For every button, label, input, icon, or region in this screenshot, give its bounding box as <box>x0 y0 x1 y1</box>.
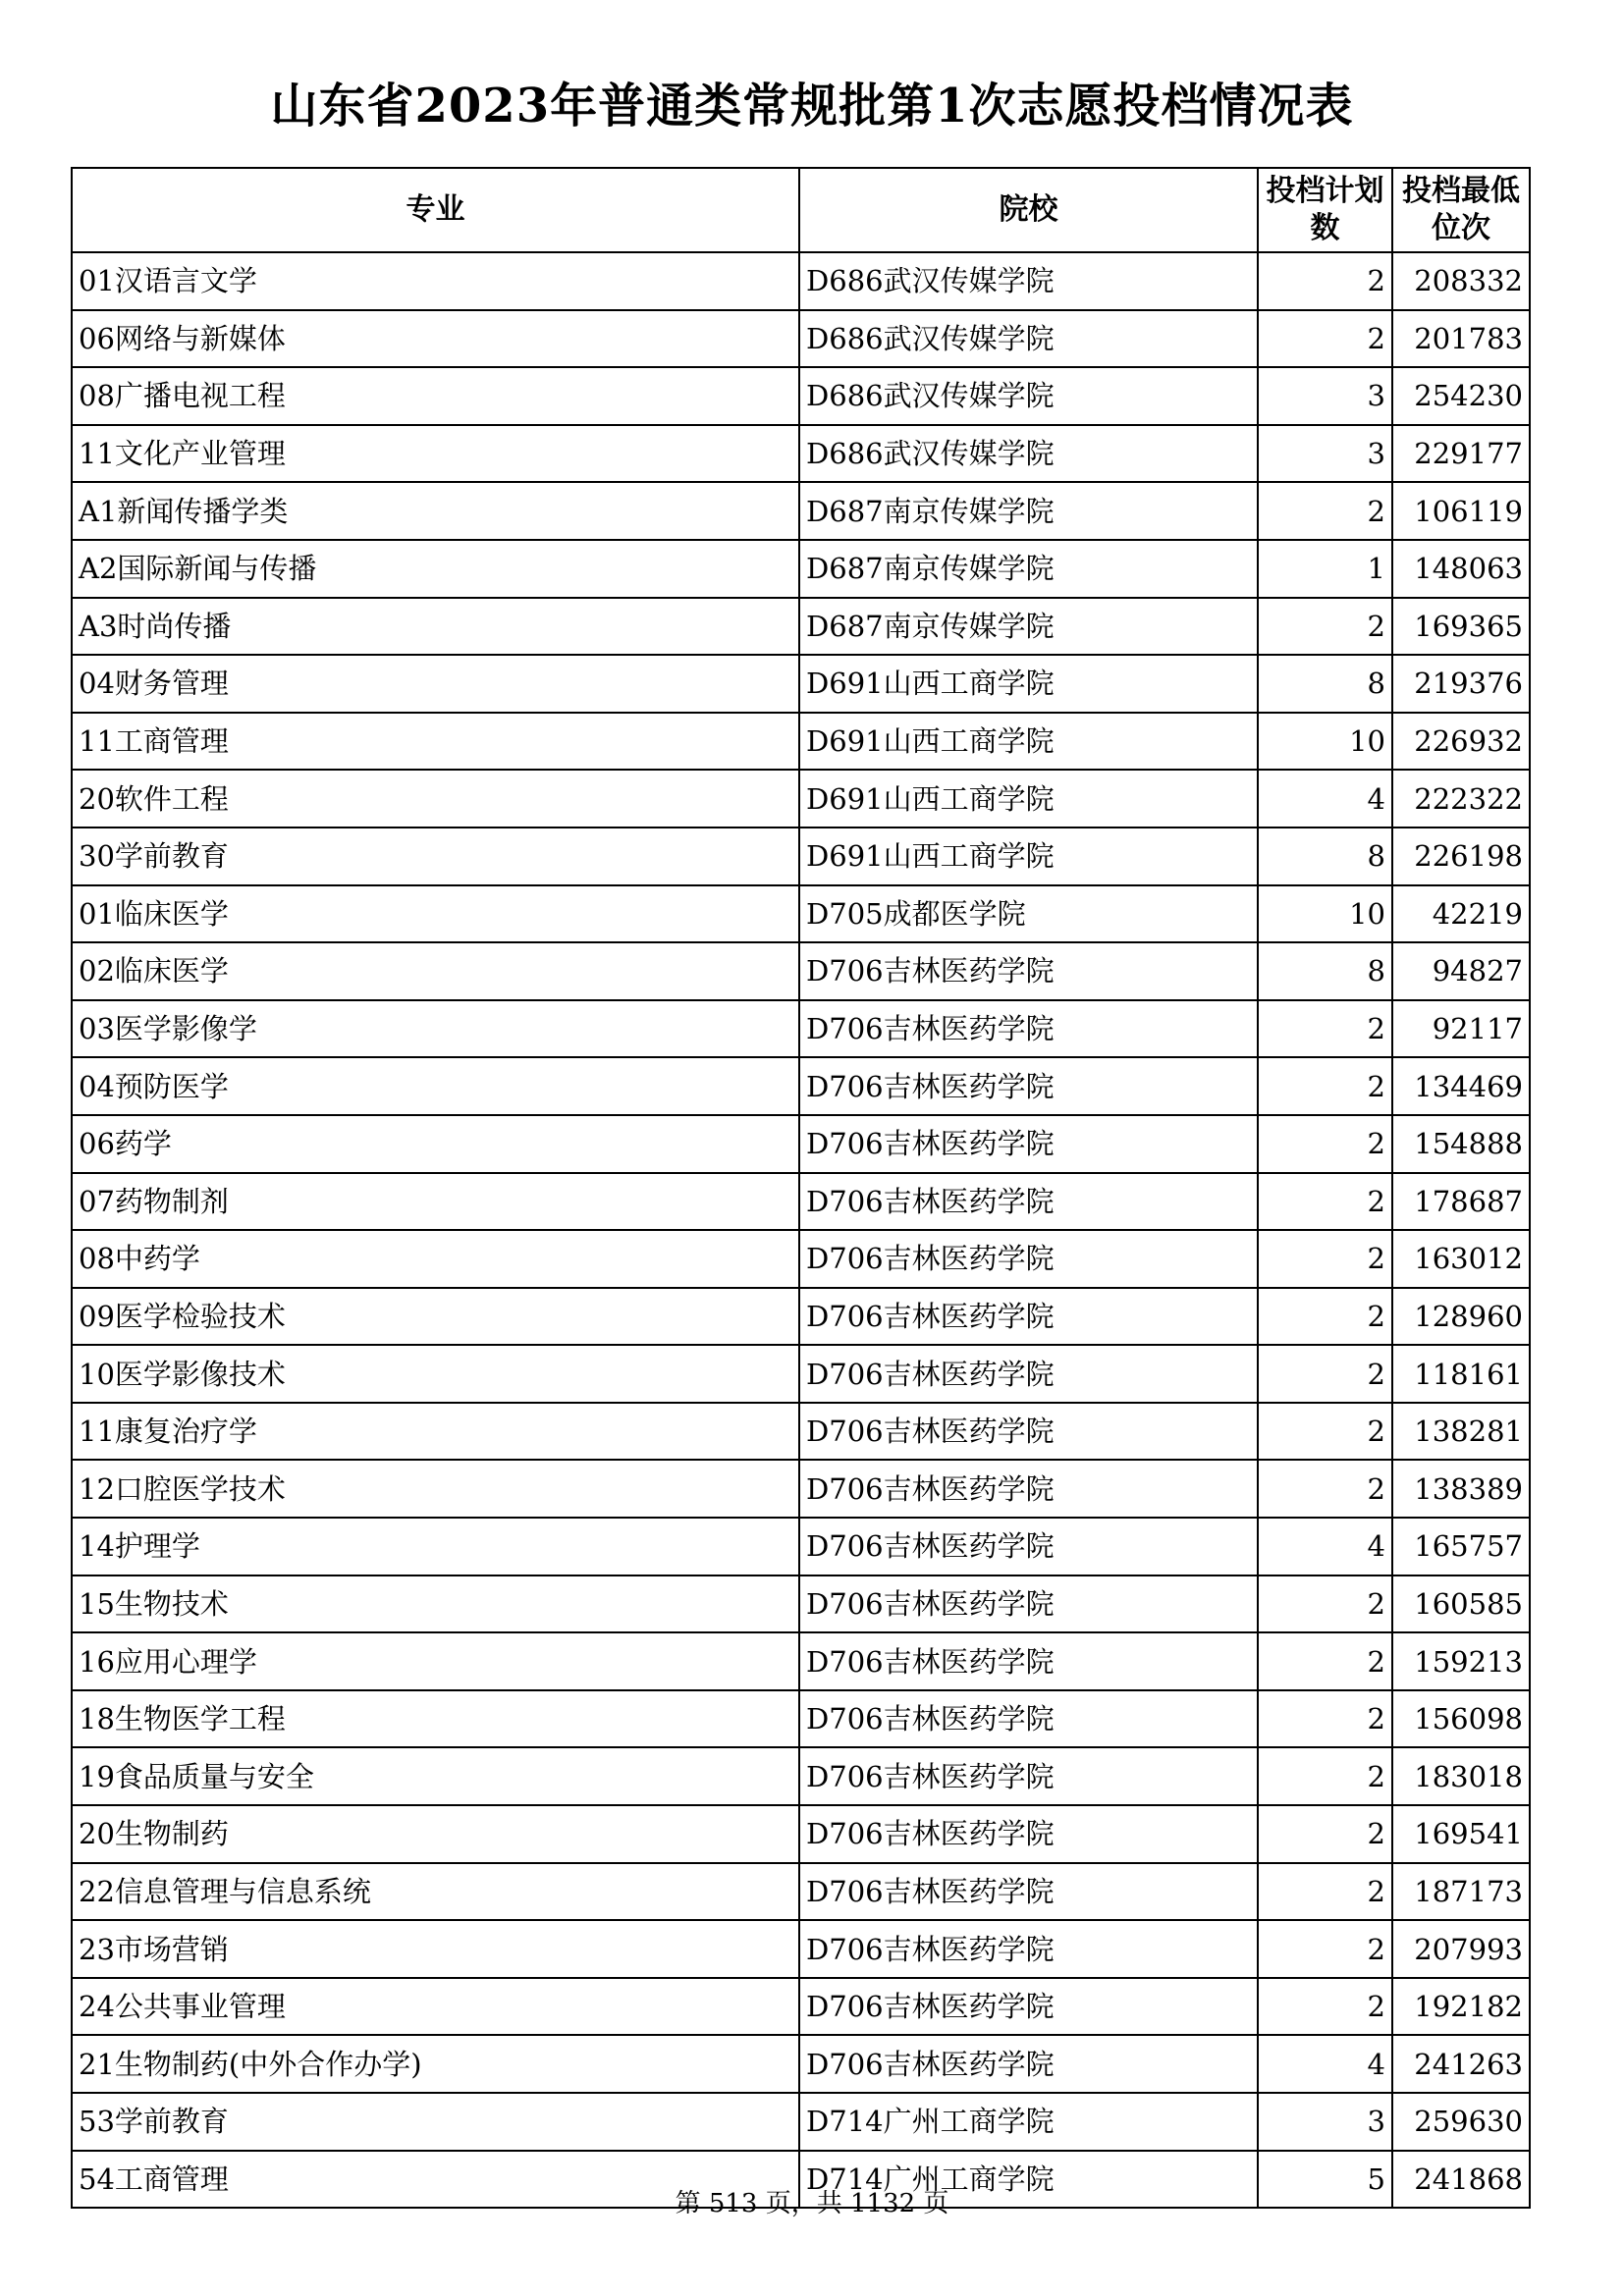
cell-major: 15生物技术 <box>72 1575 799 1633</box>
cell-rank: 163012 <box>1392 1230 1530 1288</box>
cell-school: D706吉林医药学院 <box>799 1115 1258 1173</box>
cell-school: D705成都医学院 <box>799 885 1258 943</box>
cell-major: A3时尚传播 <box>72 598 799 656</box>
cell-major: 53学前教育 <box>72 2093 799 2151</box>
table-row <box>72 598 1530 656</box>
cell-major: 04预防医学 <box>72 1057 799 1115</box>
cell-school: D691山西工商学院 <box>799 655 1258 713</box>
cell-plan: 4 <box>1258 1518 1392 1575</box>
cell-major: 04财务管理 <box>72 655 799 713</box>
table-row <box>72 885 1530 943</box>
cell-major: 20生物制药 <box>72 1805 799 1863</box>
table-row <box>72 655 1530 713</box>
cell-major: 03医学影像学 <box>72 1000 799 1058</box>
table-row <box>72 1230 1530 1288</box>
cell-major: 06药学 <box>72 1115 799 1173</box>
cell-school: D687南京传媒学院 <box>799 540 1258 598</box>
cell-major: 01汉语言文学 <box>72 252 799 310</box>
cell-school: D706吉林医药学院 <box>799 942 1258 1000</box>
cell-plan: 3 <box>1258 2093 1392 2151</box>
page-footer: 第 513 页，共 1132 页 <box>675 2189 949 2218</box>
cell-plan: 5 <box>1258 2151 1392 2209</box>
cell-plan: 10 <box>1258 885 1392 943</box>
cell-major: 23市场营销 <box>72 1920 799 1978</box>
cell-school: D691山西工商学院 <box>799 713 1258 771</box>
cell-rank: 219376 <box>1392 655 1530 713</box>
cell-plan: 2 <box>1258 1288 1392 1346</box>
cell-rank: 201783 <box>1392 310 1530 368</box>
cell-plan: 2 <box>1258 1230 1392 1288</box>
cell-school: D691山西工商学院 <box>799 828 1258 885</box>
cell-plan: 3 <box>1258 367 1392 425</box>
header-major: 专业 <box>72 168 799 252</box>
cell-school: D706吉林医药学院 <box>799 1057 1258 1115</box>
cell-rank: 106119 <box>1392 482 1530 540</box>
cell-major: 01临床医学 <box>72 885 799 943</box>
table-row <box>72 1057 1530 1115</box>
cell-rank: 165757 <box>1392 1518 1530 1575</box>
table-row <box>72 2093 1530 2151</box>
cell-school: D706吉林医药学院 <box>799 1518 1258 1575</box>
table-row <box>72 1288 1530 1346</box>
cell-plan: 8 <box>1258 942 1392 1000</box>
cell-rank: 241263 <box>1392 2035 1530 2093</box>
table-row <box>72 713 1530 771</box>
table-row <box>72 1978 1530 2036</box>
table-row <box>72 1805 1530 1863</box>
cell-major: 08中药学 <box>72 1230 799 1288</box>
table-row <box>72 942 1530 1000</box>
cell-school: D686武汉传媒学院 <box>799 310 1258 368</box>
cell-school: D686武汉传媒学院 <box>799 367 1258 425</box>
cell-plan: 2 <box>1258 1460 1392 1518</box>
cell-school: D714广州工商学院 <box>799 2093 1258 2151</box>
cell-rank: 128960 <box>1392 1288 1530 1346</box>
cell-rank: 226932 <box>1392 713 1530 771</box>
header-rank: 投档最低位次 <box>1392 168 1530 252</box>
cell-plan: 2 <box>1258 482 1392 540</box>
table-row <box>72 1345 1530 1403</box>
cell-plan: 8 <box>1258 828 1392 885</box>
cell-school: D706吉林医药学院 <box>799 1575 1258 1633</box>
cell-school: D706吉林医药学院 <box>799 1345 1258 1403</box>
table-row <box>72 310 1530 368</box>
cell-rank: 241868 <box>1392 2151 1530 2209</box>
cell-school: D706吉林医药学院 <box>799 1632 1258 1690</box>
cell-school: D706吉林医药学院 <box>799 1460 1258 1518</box>
cell-major: 20软件工程 <box>72 770 799 828</box>
table-row <box>72 828 1530 885</box>
table-row <box>72 1173 1530 1231</box>
cell-school: D714广州工商学院 <box>799 2151 1258 2209</box>
table-row <box>72 425 1530 483</box>
cell-rank: 183018 <box>1392 1747 1530 1805</box>
cell-rank: 222322 <box>1392 770 1530 828</box>
cell-rank: 138281 <box>1392 1403 1530 1461</box>
cell-rank: 208332 <box>1392 252 1530 310</box>
cell-major: 11工商管理 <box>72 713 799 771</box>
cell-major: 22信息管理与信息系统 <box>72 1863 799 1921</box>
cell-major: 12口腔医学技术 <box>72 1460 799 1518</box>
table-row <box>72 1518 1530 1575</box>
table-row <box>72 1460 1530 1518</box>
cell-school: D706吉林医药学院 <box>799 2035 1258 2093</box>
cell-plan: 2 <box>1258 1000 1392 1058</box>
cell-plan: 2 <box>1258 1978 1392 2036</box>
cell-school: D687南京传媒学院 <box>799 482 1258 540</box>
cell-major: 11文化产业管理 <box>72 425 799 483</box>
cell-major: A2国际新闻与传播 <box>72 540 799 598</box>
cell-plan: 2 <box>1258 1173 1392 1231</box>
table-row <box>72 1000 1530 1058</box>
cell-plan: 3 <box>1258 425 1392 483</box>
cell-rank: 254230 <box>1392 367 1530 425</box>
cell-plan: 1 <box>1258 540 1392 598</box>
cell-rank: 134469 <box>1392 1057 1530 1115</box>
cell-plan: 2 <box>1258 1575 1392 1633</box>
cell-rank: 148063 <box>1392 540 1530 598</box>
cell-rank: 192182 <box>1392 1978 1530 2036</box>
cell-rank: 92117 <box>1392 1000 1530 1058</box>
table-row <box>72 1575 1530 1633</box>
cell-school: D687南京传媒学院 <box>799 598 1258 656</box>
cell-major: 21生物制药(中外合作办学) <box>72 2035 799 2093</box>
cell-plan: 2 <box>1258 1057 1392 1115</box>
cell-plan: 2 <box>1258 1805 1392 1863</box>
cell-school: D686武汉传媒学院 <box>799 252 1258 310</box>
cell-major: 09医学检验技术 <box>72 1288 799 1346</box>
cell-school: D706吉林医药学院 <box>799 1173 1258 1231</box>
cell-rank: 259630 <box>1392 2093 1530 2151</box>
cell-major: 11康复治疗学 <box>72 1403 799 1461</box>
cell-major: 10医学影像技术 <box>72 1345 799 1403</box>
cell-rank: 159213 <box>1392 1632 1530 1690</box>
cell-plan: 2 <box>1258 1747 1392 1805</box>
table-row <box>72 2035 1530 2093</box>
cell-plan: 2 <box>1258 310 1392 368</box>
cell-major: 07药物制剂 <box>72 1173 799 1231</box>
cell-rank: 138389 <box>1392 1460 1530 1518</box>
cell-school: D706吉林医药学院 <box>799 1403 1258 1461</box>
header-plan: 投档计划数 <box>1258 168 1392 252</box>
cell-plan: 2 <box>1258 1403 1392 1461</box>
cell-major: 08广播电视工程 <box>72 367 799 425</box>
cell-plan: 2 <box>1258 1863 1392 1921</box>
table-header-row <box>72 168 1530 252</box>
cell-major: A1新闻传播学类 <box>72 482 799 540</box>
cell-plan: 2 <box>1258 1690 1392 1748</box>
cell-school: D691山西工商学院 <box>799 770 1258 828</box>
cell-rank: 178687 <box>1392 1173 1530 1231</box>
cell-rank: 169541 <box>1392 1805 1530 1863</box>
cell-major: 54工商管理 <box>72 2151 799 2209</box>
cell-rank: 154888 <box>1392 1115 1530 1173</box>
admission-table <box>71 167 1531 2209</box>
table-row <box>72 1690 1530 1748</box>
cell-rank: 118161 <box>1392 1345 1530 1403</box>
table-row <box>72 1920 1530 1978</box>
cell-rank: 229177 <box>1392 425 1530 483</box>
cell-school: D706吉林医药学院 <box>799 1863 1258 1921</box>
table-row <box>72 1632 1530 1690</box>
table-row <box>72 770 1530 828</box>
table-row <box>72 1403 1530 1461</box>
cell-plan: 2 <box>1258 1115 1392 1173</box>
table-row <box>72 1115 1530 1173</box>
cell-major: 06网络与新媒体 <box>72 310 799 368</box>
cell-rank: 187173 <box>1392 1863 1530 1921</box>
cell-major: 02临床医学 <box>72 942 799 1000</box>
cell-school: D686武汉传媒学院 <box>799 425 1258 483</box>
cell-plan: 2 <box>1258 1632 1392 1690</box>
cell-school: D706吉林医药学院 <box>799 1288 1258 1346</box>
cell-plan: 8 <box>1258 655 1392 713</box>
cell-major: 24公共事业管理 <box>72 1978 799 2036</box>
cell-major: 14护理学 <box>72 1518 799 1575</box>
table-row <box>72 482 1530 540</box>
cell-rank: 207993 <box>1392 1920 1530 1978</box>
cell-plan: 2 <box>1258 1345 1392 1403</box>
cell-major: 16应用心理学 <box>72 1632 799 1690</box>
cell-school: D706吉林医药学院 <box>799 1920 1258 1978</box>
table-row <box>72 252 1530 310</box>
cell-major: 19食品质量与安全 <box>72 1747 799 1805</box>
table-row <box>72 1863 1530 1921</box>
header-school: 院校 <box>799 168 1258 252</box>
cell-plan: 4 <box>1258 770 1392 828</box>
cell-plan: 2 <box>1258 1920 1392 1978</box>
cell-rank: 169365 <box>1392 598 1530 656</box>
cell-rank: 226198 <box>1392 828 1530 885</box>
cell-rank: 42219 <box>1392 885 1530 943</box>
cell-rank: 160585 <box>1392 1575 1530 1633</box>
cell-plan: 10 <box>1258 713 1392 771</box>
cell-school: D706吉林医药学院 <box>799 1000 1258 1058</box>
page-title: 山东省2023年普通类常规批第1次志愿投档情况表 <box>270 79 1354 133</box>
cell-school: D706吉林医药学院 <box>799 1747 1258 1805</box>
cell-school: D706吉林医药学院 <box>799 1690 1258 1748</box>
cell-major: 30学前教育 <box>72 828 799 885</box>
cell-plan: 2 <box>1258 252 1392 310</box>
cell-school: D706吉林医药学院 <box>799 1978 1258 2036</box>
cell-plan: 2 <box>1258 598 1392 656</box>
table-row <box>72 1747 1530 1805</box>
cell-rank: 94827 <box>1392 942 1530 1000</box>
cell-school: D706吉林医药学院 <box>799 1230 1258 1288</box>
cell-rank: 156098 <box>1392 1690 1530 1748</box>
table-row <box>72 540 1530 598</box>
cell-school: D706吉林医药学院 <box>799 1805 1258 1863</box>
cell-major: 18生物医学工程 <box>72 1690 799 1748</box>
cell-plan: 4 <box>1258 2035 1392 2093</box>
table-row <box>72 367 1530 425</box>
